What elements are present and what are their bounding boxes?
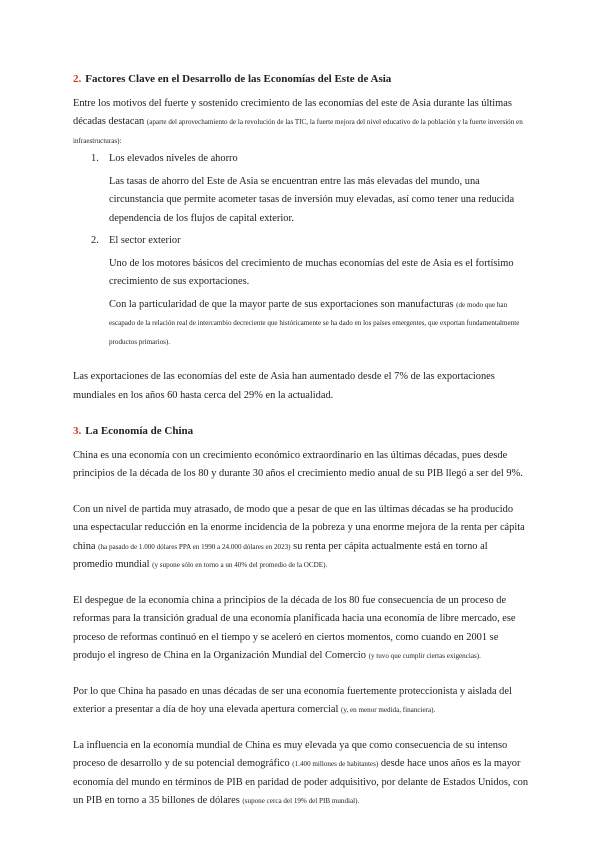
section-2-closing: Las exportaciones de las economías del este de Asia han aumentado desde el 7% de las exportaciones mundiales en los años 60 hasta cerca del 29% en la actualidad. bbox=[73, 371, 495, 401]
paragraph-2-part-a: Con un nivel de partida muy atrasado, de modo que a pesar de que en las últimas décadas se ha producido una espectacular reducción en la enorme incidencia de la pobreza y una enorme mejora de la renta per cápita china bbox=[73, 503, 525, 552]
document-page bbox=[73, 70, 529, 811]
list-item-1-number: 1. bbox=[91, 153, 99, 164]
paragraph-5-note-2: (supone cerca del 19% del PIB mundial). bbox=[242, 797, 360, 805]
list-item-1-text: Las tasas de ahorro del Este de Asia se encuentran entre las más elevadas del mundo, una circunstancia que permite acometer tasas de inversión muy elevadas, así como tener una reducida dependencia de los flujos de capital exterior. bbox=[109, 175, 515, 224]
list-item-1-title: Los elevados niveles de ahorro bbox=[109, 153, 238, 164]
paragraph-3-note: (y tuvo que cumplir ciertas exigencias). bbox=[368, 652, 481, 660]
section-2-title: Factores Clave en el Desarrollo de las Economías del Este de Asia bbox=[85, 73, 392, 85]
paragraph-3-main: El despegue de la economía china a principios de la década de los 80 fue consecuencia de un proceso de reformas para la transición gradual de una economía planificada hacia una economía de libre mercado, ese proceso de reformas continuó en el tiempo y se aceleró en ciertos momentos, como cuando en 2001 se produjo el ingreso de China en la Organización Mundial del Comercio bbox=[73, 594, 516, 661]
list-item-2 bbox=[91, 232, 529, 251]
section-3-title: La Economía de China bbox=[85, 425, 194, 437]
section-3-paragraph-4 bbox=[73, 683, 529, 720]
list-item-2-text-2 bbox=[109, 296, 529, 352]
paragraph-4-note: (y, en menor medida, financiera). bbox=[341, 706, 436, 714]
section-2-intro bbox=[73, 95, 529, 151]
section-3-paragraph-5 bbox=[73, 737, 529, 811]
list-item-2-title: El sector exterior bbox=[109, 235, 181, 246]
list-item-1 bbox=[91, 150, 529, 169]
section-2-heading bbox=[73, 70, 529, 89]
paragraph-5-part-a: La influencia en la economía mundial de China es muy elevada ya que como consecuencia de su intenso proceso de desarrollo y de su potencial demográfico bbox=[73, 739, 508, 769]
section-3-paragraph-3 bbox=[73, 592, 529, 666]
paragraph-4-main: Por lo que China ha pasado en unas décadas de ser una economía fuertemente proteccionista y aislada del exterior a presentar a día de hoy una elevada apertura comercial bbox=[73, 685, 512, 715]
intro-text: Entre los motivos del fuerte y sostenido crecimiento de las economías del este de Asia durante las últimas décadas destacan bbox=[73, 97, 512, 127]
section-3-paragraph-2 bbox=[73, 501, 529, 575]
intro-note: (aparte del aprovechamiento de la revolución de las TIC, la fuerte mejora del nivel educativo de la población y la fuerte inversión en infraestructuras): bbox=[73, 118, 523, 145]
section-3-paragraph-1: China es una economía con un crecimiento económico extraordinario en las últimas décadas, pues desde principios de la década de los 80 y durante 30 años el crecimiento medio anual de su PIB llegó a ser del 9%. bbox=[73, 449, 523, 479]
section-2-number: 2. bbox=[73, 73, 82, 85]
paragraph-2-part-b: su renta per cápita actualmente está en torno al promedio mundial bbox=[73, 540, 488, 570]
paragraph-2-note-1: (ha pasado de 1.000 dólares PPA en 1990 a 24.000 dólares en 2023) bbox=[98, 542, 291, 551]
list-item-2-text-1: Uno de los motores básicos del crecimiento de muchas economías del este de Asia es el fortísimo crecimiento de sus exportaciones. bbox=[109, 257, 514, 287]
section-3-number: 3. bbox=[73, 425, 82, 437]
list-item-2-text-2-main: Con la particularidad de que la mayor parte de sus exportaciones son manufacturas bbox=[109, 298, 454, 310]
list-item-2-text-2-note: (de modo que han escapado de la relación real de intercambio decreciente que históricamente se ha dado en los países emergentes, que exportan fundamentalmente productos primarios). bbox=[109, 300, 520, 346]
paragraph-5-part-b: desde hace unos años es la mayor economía del mundo en términos de PIB en paridad de poder adquisitivo, por delante de Estados Unidos, con un PIB en torno a 35 billones de dólares bbox=[73, 758, 529, 806]
paragraph-2-note-2: (y supone sólo en torno a un 40% del promedio de la OCDE). bbox=[152, 561, 328, 569]
section-3-heading bbox=[73, 422, 529, 441]
list-item-2-number: 2. bbox=[91, 235, 99, 246]
paragraph-5-note-1: (1.400 millones de habitantes) bbox=[292, 760, 379, 768]
